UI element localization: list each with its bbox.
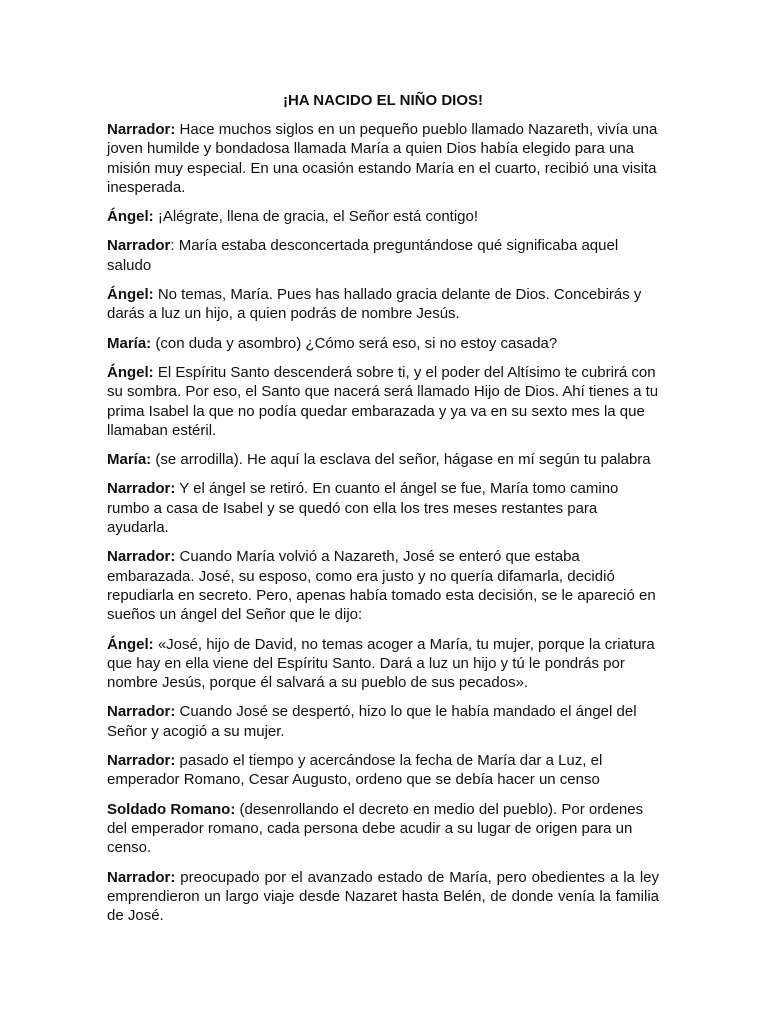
dialogue-text: : María estaba desconcertada preguntándose qué significaba aquel saludo	[107, 237, 619, 274]
dialogue-text: preocupado por el avanzado estado de María, pero obedientes a la ley emprendieron un largo viaje desde Nazaret hasta Belén, de donde venía la familia de José.	[107, 868, 659, 925]
dialogue-paragraph	[107, 450, 659, 469]
speaker-label: Ángel:	[107, 363, 154, 381]
dialogue-paragraph	[107, 547, 659, 624]
dialogue-text: «José, hijo de David, no temas acoger a María, tu mujer, porque la criatura que hay en ella viene del Espíritu Santo. Dará a luz un hijo y tú le pondrás por nombre Jesús, porque él salvará a su pueblo de sus pecados».	[107, 635, 655, 692]
dialogue-text: Hace muchos siglos en un pequeño pueblo llamado Nazareth, vivía una joven humilde y bondadosa llamada María a quien Dios había elegido para una misión muy especial. En una ocasión estando María en el cuarto, recibió una visita inesperada.	[107, 121, 658, 196]
dialogue-paragraph	[107, 800, 659, 858]
dialogue-paragraph	[107, 120, 659, 197]
speaker-label: Narrador:	[107, 868, 176, 886]
dialogue-paragraph	[107, 702, 659, 741]
speaker-label: Narrador:	[107, 480, 176, 498]
dialogue-text: pasado el tiempo y acercándose la fecha de María dar a Luz, el emperador Romano, Cesar Augusto, ordeno que se debía hacer un censo	[107, 752, 603, 789]
dialogue-paragraph	[107, 334, 659, 353]
dialogue-paragraph	[107, 751, 659, 790]
speaker-label: Narrador:	[107, 703, 176, 721]
document-page	[107, 92, 659, 935]
speaker-label: Narrador:	[107, 121, 176, 138]
speaker-label: Narrador:	[107, 548, 176, 566]
speaker-label: Narrador:	[107, 752, 176, 770]
speaker-label: Ángel:	[107, 208, 154, 226]
dialogue-paragraph	[107, 363, 659, 440]
speaker-label: María:	[107, 334, 152, 352]
dialogue-paragraph	[107, 868, 659, 926]
dialogue-text: (con duda y asombro) ¿Cómo será eso, si no estoy casada?	[151, 334, 558, 352]
dialogue-paragraph	[107, 635, 659, 693]
speaker-label: Ángel:	[107, 286, 154, 304]
speaker-label: María:	[107, 451, 152, 469]
dialogue-text: Y el ángel se retiró. En cuanto el ángel se fue, María tomo camino rumbo a casa de Isabel y se quedó con ella los tres meses restantes para ayudarla.	[107, 480, 619, 537]
document-title: ¡HA NACIDO EL NIÑO DIOS!	[282, 92, 483, 109]
dialogue-text: ¡Alégrate, llena de gracia, el Señor está contigo!	[153, 208, 479, 226]
dialogue-paragraph	[107, 207, 659, 226]
speaker-label: Soldado Romano:	[107, 800, 236, 818]
dialogue-paragraph	[107, 236, 659, 275]
dialogue-text: Cuando José se despertó, hizo lo que le había mandado el ángel del Señor y acogió a su mujer.	[107, 703, 637, 740]
speaker-label: Ángel:	[107, 635, 154, 653]
dialogue-text: (se arrodilla). He aquí la esclava del señor, hágase en mí según tu palabra	[151, 451, 651, 469]
dialogue-text: No temas, María. Pues has hallado gracia delante de Dios. Concebirás y darás a luz un hijo, a quien podrás de nombre Jesús.	[107, 286, 642, 323]
dialogue-text: Cuando María volvió a Nazareth, José se enteró que estaba embarazada. José, su esposo, como era justo y no quería difamarla, decidió repudiarla en secreto. Pero, apenas había tomado esta decisión, se le apareció en sueños un ángel del Señor que le dijo:	[107, 548, 656, 624]
dialogue-paragraph	[107, 285, 659, 324]
dialogue-text: El Espíritu Santo descenderá sobre ti, y el poder del Altísimo te cubrirá con su sombra. Por eso, el Santo que nacerá será llamado Hijo de Dios. Ahí tienes a tu prima Isabel la que no podía quedar embarazada y ya va en su sexto mes la que llamaban estéril.	[107, 363, 659, 439]
speaker-label: Narrador	[107, 237, 171, 255]
dialogue-paragraph	[107, 479, 659, 537]
dialogue-text: (desenrollando el decreto en medio del pueblo). Por ordenes del emperador romano, cada persona debe acudir a su lugar de origen para un censo.	[107, 800, 644, 857]
